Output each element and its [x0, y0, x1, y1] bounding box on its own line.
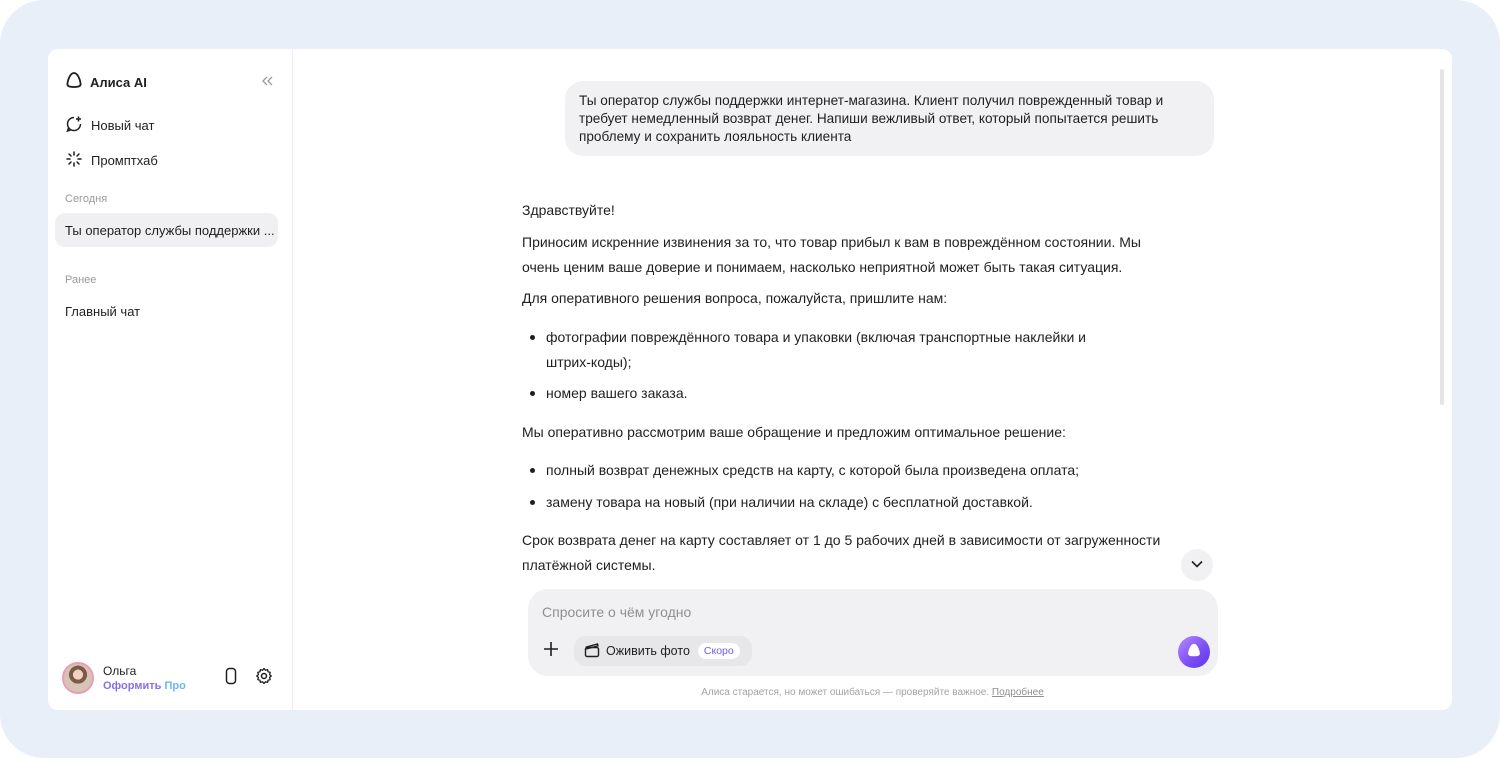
animate-photo-chip[interactable]	[574, 636, 752, 666]
more-info-link[interactable]: Подробнее	[991, 687, 1044, 698]
disclaimer-text: Алиса старается, но может ошибаться — проверяйте важное.	[701, 687, 990, 698]
prompthub-button[interactable]	[65, 149, 158, 171]
user-message-bubble: Ты оператор службы поддержки интернет-магазина. Клиент получил поврежденный товар и требует немедленный возврат денег. Напиши вежливый ответ, который попытается решить проблему и сохранить лояльность клиента	[565, 81, 1214, 156]
section-earlier-label: Ранее	[65, 274, 97, 286]
prompthub-label: Промптхаб	[91, 152, 158, 168]
user-name: Ольга	[103, 664, 137, 678]
pro-label: Про	[164, 680, 186, 692]
disclaimer	[293, 687, 1452, 698]
answer-paragraph-1-line-1: Приносим искренние извинения за то, что товар прибыл к вам в повреждённом состоянии. Мы	[522, 234, 1141, 250]
bullet-dot	[530, 335, 535, 340]
alice-logo-icon	[1186, 642, 1202, 663]
sparkle-icon	[65, 150, 83, 171]
answer-greeting: Здравствуйте!	[522, 202, 615, 218]
soon-badge: Скоро	[698, 643, 740, 659]
new-chat-label: Новый чат	[91, 117, 155, 133]
brand-name: Алиса AI	[90, 74, 147, 90]
answer-paragraph-4-line-1: Срок возврата денег на карту составляет от 1 до 5 рабочих дней в зависимости от загруженности	[522, 532, 1161, 548]
new-chat-button[interactable]	[65, 114, 154, 136]
composer	[528, 589, 1218, 676]
answer-paragraph-1-line-2: очень ценим ваше доверие и понимаем, насколько неприятной может быть такая ситуация.	[522, 259, 1123, 275]
list-item-photos-line-1: фотографии повреждённого товара и упаковки (включая транспортные наклейки и	[546, 329, 1086, 345]
gear-icon	[255, 667, 273, 690]
answer-paragraph-3: Мы оперативно рассмотрим ваше обращение и предложим оптимальное решение:	[522, 424, 1066, 440]
bullet-dot	[530, 500, 535, 505]
chat-main	[293, 49, 1452, 710]
prompt-input[interactable]	[542, 601, 1142, 623]
brand[interactable]	[65, 72, 147, 92]
collapse-sidebar-button[interactable]	[258, 72, 278, 92]
alice-voice-button[interactable]	[1178, 636, 1210, 668]
phone-app-button[interactable]	[220, 667, 242, 689]
list-item-order-number: номер вашего заказа.	[546, 385, 688, 401]
chat-item-current[interactable]: Ты оператор службы поддержки ...	[55, 213, 278, 247]
list-item-refund: полный возврат денежных средств на карту, с которой была произведена оплата;	[546, 462, 1080, 478]
bullet-dot	[530, 468, 535, 473]
new-chat-icon	[65, 115, 83, 136]
scroll-down-button[interactable]	[1181, 549, 1213, 581]
bullet-dot	[530, 391, 535, 396]
attach-button[interactable]	[540, 640, 562, 662]
chat-item-main[interactable]: Главный чат	[65, 303, 141, 319]
upgrade-pro-link[interactable]	[103, 680, 186, 692]
animate-photo-label: Оживить фото	[606, 644, 690, 658]
user-texts	[103, 664, 186, 692]
settings-button[interactable]	[253, 667, 275, 689]
avatar[interactable]	[62, 662, 94, 694]
answer-paragraph-4-line-2: платёжной системы.	[522, 557, 656, 573]
app-window	[48, 49, 1452, 710]
plus-icon	[543, 641, 559, 662]
section-today-label: Сегодня	[65, 193, 108, 205]
phone-icon	[224, 667, 238, 690]
list-item-photos-line-2: штрих-коды);	[546, 354, 632, 370]
upgrade-prefix: Оформить	[103, 680, 162, 692]
double-chevron-left-icon	[262, 73, 274, 91]
answer-paragraph-2: Для оперативного решения вопроса, пожалуйста, пришлите нам:	[522, 290, 948, 306]
user-block	[62, 661, 282, 695]
sidebar	[48, 49, 293, 710]
chevron-down-icon	[1190, 556, 1204, 574]
scrollbar[interactable]	[1440, 69, 1444, 405]
clapperboard-icon	[584, 642, 600, 661]
alice-logo-icon	[65, 71, 83, 94]
list-item-replacement: замену товара на новый (при наличии на складе) с бесплатной доставкой.	[546, 494, 1033, 510]
